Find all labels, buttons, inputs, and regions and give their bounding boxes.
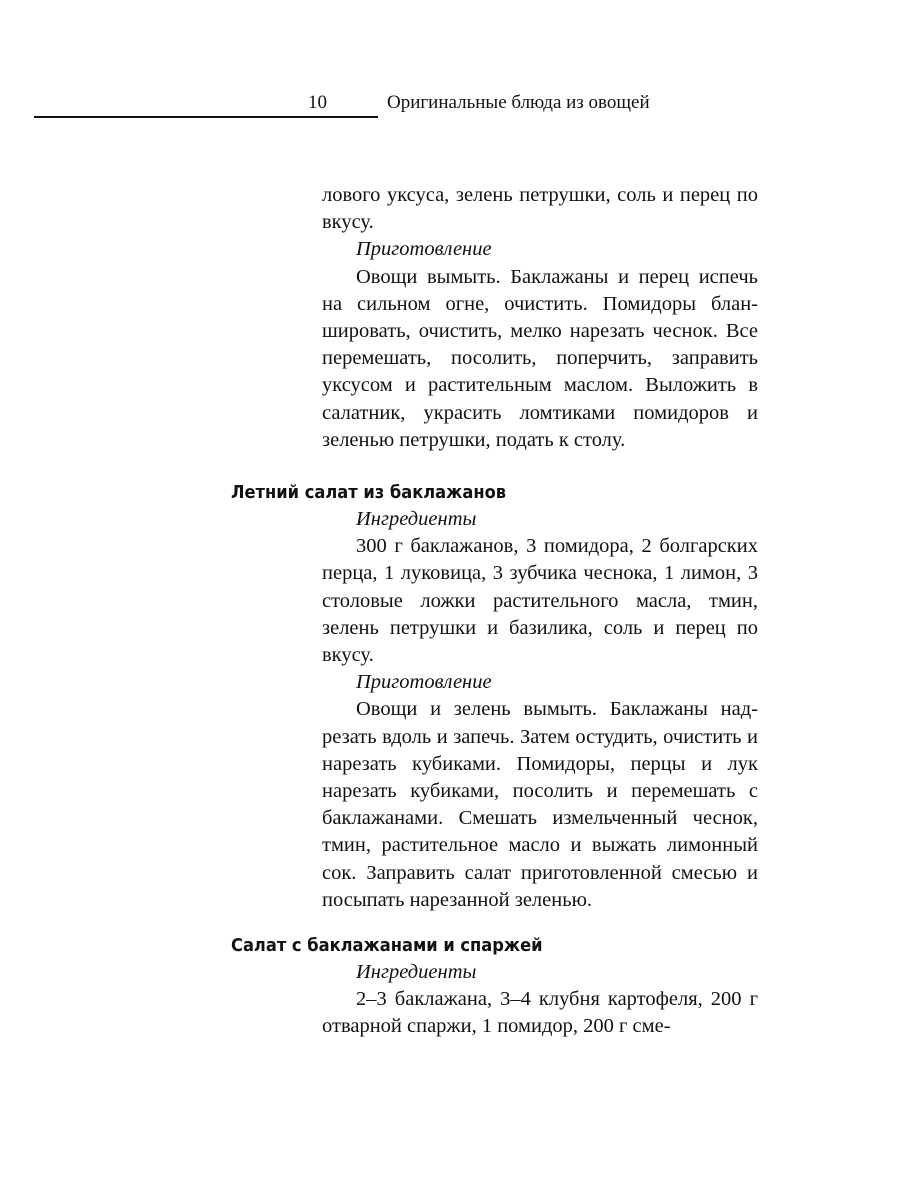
page-header: [0, 88, 900, 122]
header-rule: [34, 116, 378, 118]
ingredients-heading: Ингредиенты: [356, 961, 477, 983]
ingredients-paragraph: 300 г баклажанов, 3 помидора, 2 болгарских перца, 1 луковица, 3 зубчика чеснока, 1 лимон, 3 столовые ложки растительного масла, тмин, зелень петрушки и базилика, соль и перец по вкусу.: [322, 535, 758, 667]
recipe-title-summer-eggplant-salad: Летний салат из баклажанов: [231, 483, 507, 503]
preparation-heading: Приготовление: [356, 238, 492, 261]
preparation-paragraph: Овощи и зелень вымыть. Баклажаны надрезать вдоль и запечь. Затем остудить, очистить и нарезать кубиками. Помидоры, перцы и лук нарезать кубиками, посолить и перемешать с баклажанами. Смешать измельченный чеснок, тмин, растительное масло и выжать лимонный сок. Заправить салат приготовленной смесью и посыпать нарезанной зеленью.: [322, 698, 758, 911]
ingredients-heading: Ингредиенты: [356, 508, 477, 530]
page-number: 10: [308, 92, 327, 113]
continuation-paragraph: лового уксуса, зелень петрушки, соль и перец по вкусу.: [322, 184, 758, 234]
preparation-heading: Приготовление: [356, 671, 492, 694]
recipe-body-summer-eggplant-salad: [322, 506, 758, 914]
running-title: Оригинальные блюда из овощей: [387, 92, 650, 113]
preparation-paragraph: Овощи вымыть. Баклажаны и перец испечь на сильном огне, очистить. Помидоры бланшировать, очистить, мелко нарезать чеснок. Все перемешать, посолить, поперчить, заправить уксусом и растительным маслом. Выложить в салатник, украсить ломтиками помидоров и зеленью петрушки, подать к столу.: [322, 265, 758, 451]
ingredients-paragraph: 2–3 баклажана, 3–4 клубня картофеля, 200 г отварной спаржи, 1 помидор, 200 г сме-: [322, 988, 758, 1038]
continuation-block: [322, 182, 758, 454]
recipe-title-eggplant-asparagus-salad: Салат с баклажанами и спаржей: [231, 936, 543, 956]
recipe-body-eggplant-asparagus-salad: [322, 959, 758, 1041]
